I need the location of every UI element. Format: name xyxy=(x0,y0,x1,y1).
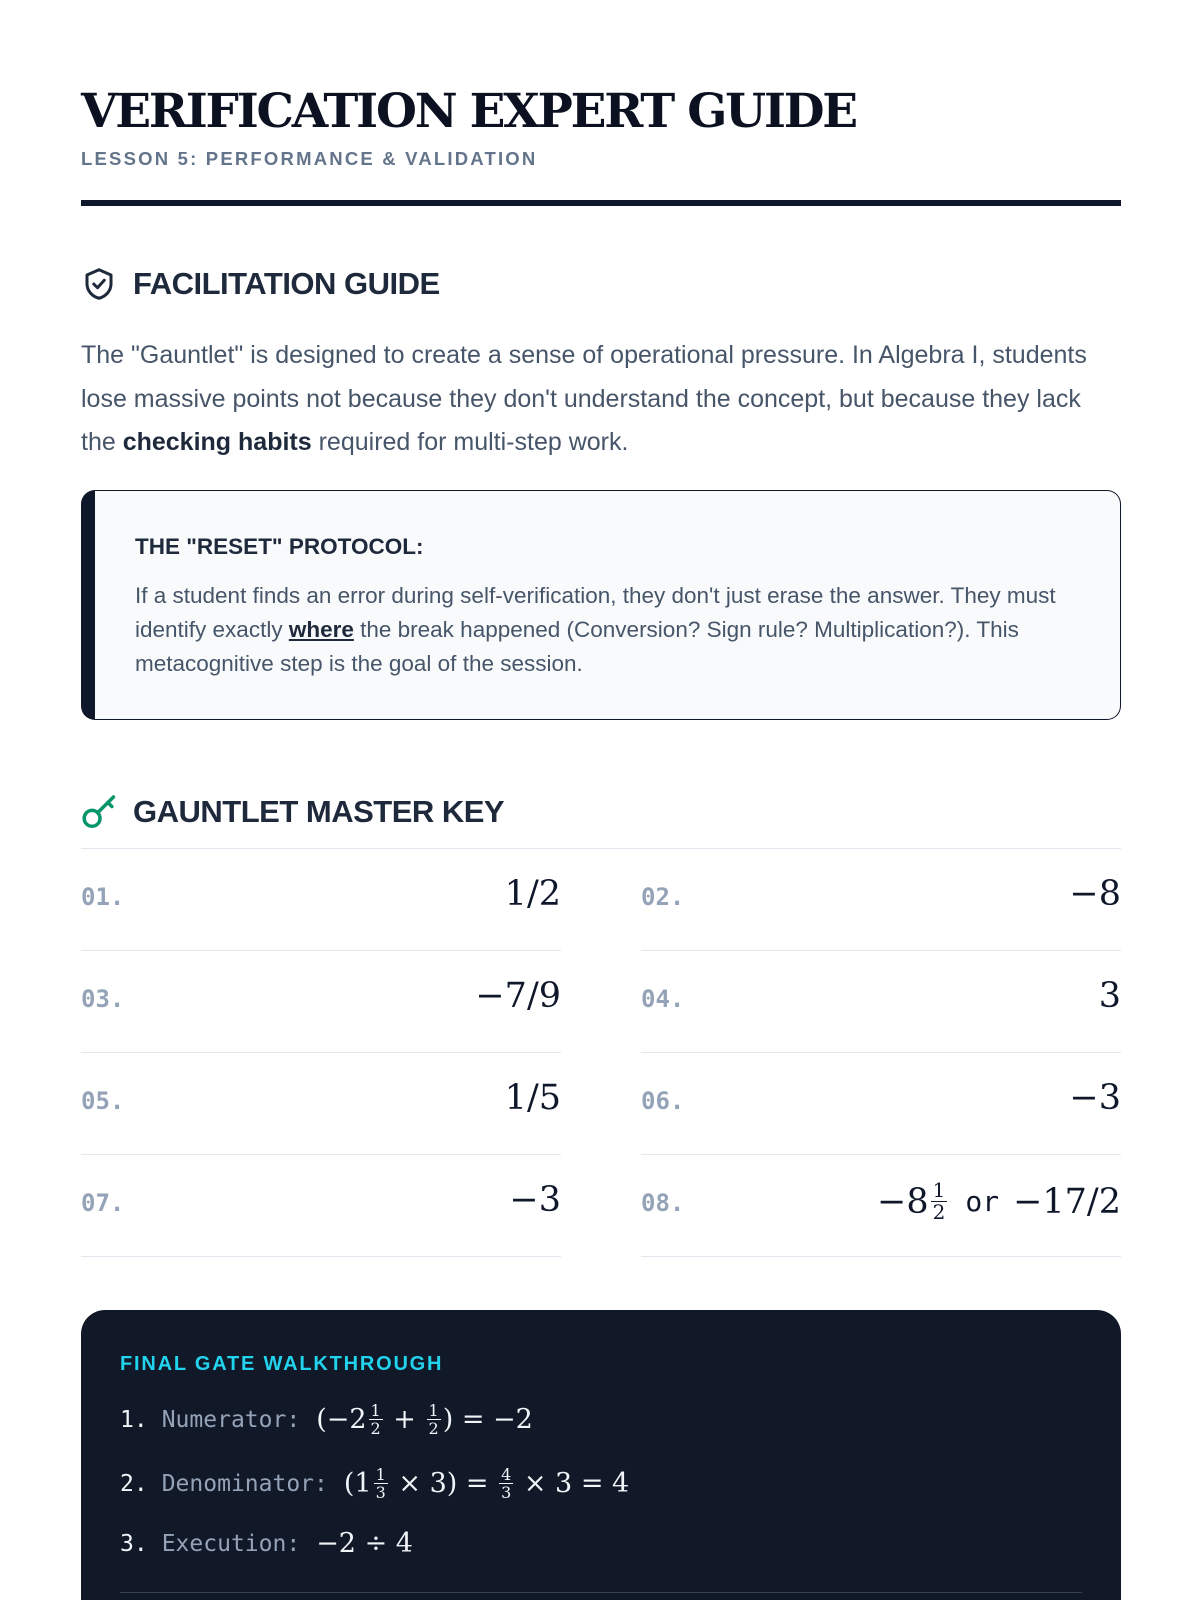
fraction-denominator: 2 xyxy=(428,1419,439,1438)
page-subtitle: LESSON 5: PERFORMANCE & VALIDATION xyxy=(81,148,538,169)
key-icon xyxy=(81,792,119,832)
answer-or: or xyxy=(965,1185,1000,1218)
answer-row xyxy=(81,1155,561,1257)
intro-text-1: The "Gauntlet" is designed to create a sense of operational pressure. In Algebra I, students lose massive points not because they don't understand the concept, but because they lack the xyxy=(81,341,1087,456)
fraction-numerator: 1 xyxy=(932,1178,946,1202)
step-label: Denominator: xyxy=(161,1470,328,1497)
callout-text-1: If a student finds an error during self-verification, they don't just erase the answer. They must identify exactly xyxy=(135,583,1056,642)
answer-value: 3 xyxy=(1098,976,1121,1016)
intro-text-2: required for multi-step work. xyxy=(311,428,629,456)
callout-text-2: the break happened (Conversion? Sign rule? Multiplication?). This metacognitive step is the goal of the session. xyxy=(135,617,1019,676)
answer-whole: −8 xyxy=(877,1181,929,1222)
answer-value: 1/5 xyxy=(504,1078,561,1118)
answer-row xyxy=(81,951,561,1053)
page-title: VERIFICATION EXPERT GUIDE xyxy=(81,84,856,139)
final-gate-divider xyxy=(120,1592,1082,1593)
answer-row xyxy=(641,1155,1121,1257)
facilitation-heading xyxy=(81,264,440,304)
step-index: 1. xyxy=(120,1406,148,1433)
expr-fraction xyxy=(374,1466,388,1501)
expr-part: + xyxy=(384,1404,425,1435)
answer-row xyxy=(81,1053,561,1155)
answer-row xyxy=(641,849,1121,951)
answer-row xyxy=(81,849,561,951)
step-label: Execution: xyxy=(161,1530,301,1557)
expr-part: (−2 xyxy=(316,1404,367,1435)
step-expression xyxy=(344,1466,629,1501)
answer-row xyxy=(641,951,1121,1053)
fraction-denominator: 3 xyxy=(375,1483,386,1502)
expr-part: × 3 = 4 xyxy=(515,1468,630,1499)
final-gate-panel xyxy=(81,1310,1121,1600)
step-label: Numerator: xyxy=(161,1406,301,1433)
expr-part: × 3) = xyxy=(389,1468,498,1499)
master-key-heading xyxy=(81,792,504,832)
fraction-numerator: 4 xyxy=(501,1465,512,1484)
reset-protocol-callout xyxy=(81,490,1121,720)
fraction-numerator: 1 xyxy=(370,1401,381,1420)
answer-fraction xyxy=(931,1180,948,1223)
master-key-title: GAUNTLET MASTER KEY xyxy=(133,794,505,829)
answer-row xyxy=(641,1053,1121,1155)
walkthrough-step xyxy=(120,1528,413,1559)
step-expression xyxy=(316,1402,533,1437)
callout-title: THE "RESET" PROTOCOL: xyxy=(135,534,424,559)
expr-fraction xyxy=(427,1402,441,1437)
answer-number: 06. xyxy=(641,1087,685,1115)
answer-number: 07. xyxy=(81,1189,125,1217)
fraction-denominator: 3 xyxy=(501,1483,512,1502)
fraction-numerator: 1 xyxy=(428,1401,439,1420)
fraction-denominator: 2 xyxy=(932,1200,946,1224)
answer-value: −3 xyxy=(1069,1078,1121,1118)
fraction-denominator: 2 xyxy=(370,1419,381,1438)
answer-value: −3 xyxy=(509,1180,561,1220)
intro-paragraph xyxy=(81,334,1121,465)
facilitation-title: FACILITATION GUIDE xyxy=(133,266,440,301)
expr-part: ) = −2 xyxy=(442,1404,533,1435)
answer-number: 01. xyxy=(81,883,125,911)
shield-check-icon xyxy=(81,264,119,304)
step-index: 2. xyxy=(120,1470,148,1497)
expr-fraction xyxy=(369,1402,383,1437)
walkthrough-step xyxy=(120,1466,629,1501)
step-index: 3. xyxy=(120,1530,148,1557)
answer-number: 04. xyxy=(641,985,685,1013)
title-divider xyxy=(81,200,1121,206)
step-expression: −2 ÷ 4 xyxy=(316,1528,413,1559)
answer-value: −7/9 xyxy=(475,976,561,1016)
walkthrough-step xyxy=(120,1402,533,1437)
expr-part: (1 xyxy=(343,1468,372,1499)
answer-value: 1/2 xyxy=(504,874,561,914)
callout-body xyxy=(135,579,1085,681)
fraction-numerator: 1 xyxy=(375,1465,386,1484)
answer-number: 03. xyxy=(81,985,125,1013)
final-gate-label: FINAL GATE WALKTHROUGH xyxy=(120,1353,444,1375)
answer-number: 02. xyxy=(641,883,685,911)
answer-number: 08. xyxy=(641,1189,685,1217)
callout-emphasis: where xyxy=(288,617,354,642)
answer-alt: −17/2 xyxy=(1013,1181,1121,1222)
answer-value: −8 xyxy=(1069,874,1121,914)
intro-emphasis: checking habits xyxy=(122,428,312,456)
expr-fraction xyxy=(499,1466,513,1501)
answer-value xyxy=(877,1180,1121,1223)
answer-number: 05. xyxy=(81,1087,125,1115)
